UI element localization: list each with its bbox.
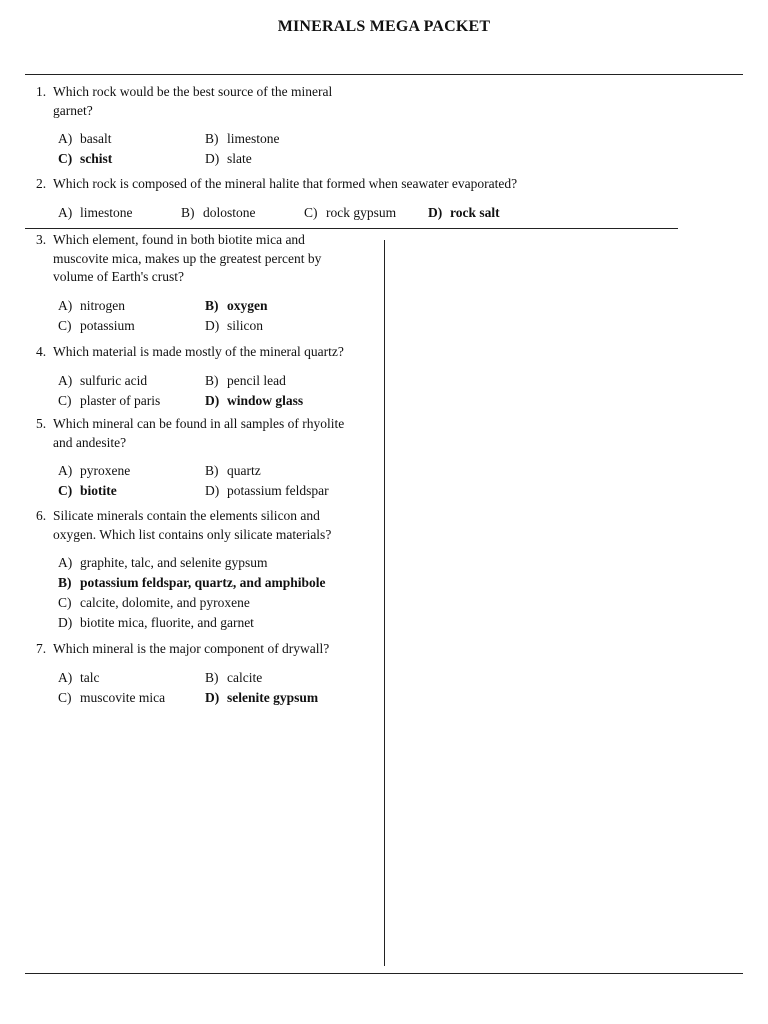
choice-row (58, 481, 344, 501)
answer-choice-c (58, 149, 205, 169)
choice-letter: D) (205, 483, 220, 498)
answer-choice-a (58, 668, 205, 688)
choice-letter: B) (205, 372, 219, 388)
choice-text: selenite gypsum (227, 689, 319, 705)
choice-text: talc (80, 669, 100, 685)
top-rule (25, 74, 743, 75)
answer-choice-d (205, 391, 303, 411)
choice-letter: D) (428, 204, 443, 220)
question-number: 1. (36, 84, 47, 99)
choice-row (58, 573, 331, 593)
question-stem (53, 507, 331, 544)
choice-letter: D) (205, 151, 220, 166)
choice-row (58, 613, 331, 633)
stem-line: and andesite? (53, 434, 127, 450)
choice-letter: B) (205, 463, 219, 478)
choice-text: potassium feldspar (227, 483, 329, 498)
choice-letter: C) (58, 595, 72, 610)
answer-choice-d (428, 203, 500, 223)
answer-choices (58, 553, 331, 633)
stem-line: oxygen. Which list contains only silicate materials? (53, 526, 332, 542)
question-stem (53, 175, 517, 194)
answer-choice-d (205, 481, 329, 501)
choice-text: rock salt (450, 204, 500, 220)
answer-choice-d (205, 149, 252, 169)
stem-line: Which rock is composed of the mineral halite that formed when seawater evaporated? (53, 176, 518, 191)
choice-text: rock gypsum (326, 204, 397, 220)
choice-text: calcite, dolomite, and pyroxene (80, 595, 250, 610)
choice-text: oxygen (227, 297, 268, 313)
question-number: 2. (36, 176, 47, 191)
choice-text: biotite mica, fluorite, and garnet (80, 615, 254, 630)
column-divider (384, 240, 385, 966)
choice-letter: A) (58, 297, 73, 313)
choice-letter: B) (205, 131, 219, 146)
choice-text: graphite, talc, and selenite gypsum (80, 555, 268, 570)
answer-choice-c (58, 593, 250, 613)
choice-text: biotite (80, 483, 117, 498)
question-4 (36, 343, 344, 411)
answer-choices (58, 371, 344, 411)
answer-choice-c (58, 391, 205, 411)
choice-letter: A) (58, 555, 73, 570)
stem-line: volume of Earth's crust? (53, 269, 185, 284)
answer-choice-c (58, 316, 205, 336)
question-number: 3. (36, 232, 47, 247)
choice-text: pyroxene (80, 463, 131, 478)
question-1 (36, 83, 332, 169)
choice-row (58, 203, 517, 223)
choice-letter: C) (58, 392, 72, 408)
page-title: MINERALS MEGA PACKET (277, 18, 491, 35)
choice-letter: C) (304, 204, 318, 220)
bottom-rule (25, 973, 743, 974)
choice-text: basalt (80, 131, 112, 146)
choice-row (58, 149, 332, 169)
choice-letter: B) (205, 669, 219, 685)
stem-line: Which element, found in both biotite mica and (53, 232, 305, 247)
choice-text: quartz (227, 463, 261, 478)
choice-letter: A) (58, 204, 73, 220)
answer-choice-a (58, 129, 205, 149)
answer-choices (58, 296, 321, 336)
choice-letter: C) (58, 483, 73, 498)
answer-choice-d (205, 688, 318, 708)
answer-choice-a (58, 371, 205, 391)
answer-choice-c (58, 481, 205, 501)
choice-letter: D) (58, 615, 73, 630)
choice-letter: D) (205, 392, 220, 408)
answer-choices (58, 461, 344, 501)
choice-row (58, 593, 331, 613)
choice-text: potassium (80, 317, 135, 333)
choice-text: calcite (227, 669, 263, 685)
answer-choices (58, 129, 332, 169)
choice-row (58, 668, 329, 688)
choice-row (58, 461, 344, 481)
choice-row (58, 296, 321, 316)
choice-row (58, 391, 344, 411)
answer-choice-c (304, 203, 428, 223)
choice-letter: C) (58, 689, 72, 705)
answer-choice-a (58, 296, 205, 316)
choice-row (58, 688, 329, 708)
question-number: 5. (36, 416, 47, 431)
stem-line: Which rock would be the best source of the mineral (53, 84, 333, 99)
choice-text: muscovite mica (80, 689, 166, 705)
question-7 (36, 640, 329, 708)
choice-row (58, 371, 344, 391)
answer-choice-b (205, 371, 286, 391)
choice-text: limestone (227, 131, 280, 146)
section-rule (25, 228, 678, 229)
answer-choice-a (58, 203, 181, 223)
choice-letter: C) (58, 151, 73, 166)
question-stem (53, 343, 344, 362)
choice-letter: A) (58, 131, 73, 146)
choice-text: pencil lead (227, 372, 286, 388)
question-number: 6. (36, 508, 47, 523)
question-number: 7. (36, 641, 47, 656)
choice-letter: D) (205, 689, 220, 705)
answer-choices (58, 668, 329, 708)
choice-letter: B) (181, 204, 195, 220)
question-stem (53, 231, 321, 287)
answer-choice-b (205, 296, 268, 316)
stem-line: Which mineral can be found in all samples of rhyolite (53, 416, 345, 431)
question-5 (36, 415, 344, 501)
answer-choice-b (58, 573, 326, 593)
choice-text: dolostone (203, 204, 256, 220)
question-number: 4. (36, 344, 47, 359)
choice-text: schist (80, 151, 113, 166)
choice-row (58, 316, 321, 336)
question-2 (36, 175, 517, 223)
answer-choice-b (181, 203, 304, 223)
answer-choice-a (58, 461, 205, 481)
choice-text: limestone (80, 204, 133, 220)
choice-text: slate (227, 151, 252, 166)
answer-choice-c (58, 688, 205, 708)
stem-line: garnet? (53, 102, 93, 118)
choice-letter: D) (205, 317, 220, 333)
choice-letter: A) (58, 669, 73, 685)
choice-text: potassium feldspar, quartz, and amphibole (80, 575, 326, 590)
choice-letter: B) (205, 297, 219, 313)
choice-letter: A) (58, 463, 73, 478)
choice-text: silicon (227, 317, 263, 333)
answer-choice-d (205, 316, 263, 336)
choice-letter: A) (58, 372, 73, 388)
choice-text: nitrogen (80, 297, 125, 313)
question-stem (53, 640, 329, 659)
question-6 (36, 507, 331, 633)
question-3 (36, 231, 321, 336)
stem-line: Which mineral is the major component of drywall? (53, 641, 330, 656)
stem-line: Silicate minerals contain the elements silicon and (53, 508, 320, 523)
choice-row (58, 553, 331, 573)
answer-choice-b (205, 461, 261, 481)
question-stem (53, 415, 344, 452)
answer-choice-a (58, 553, 267, 573)
choice-text: plaster of paris (80, 392, 161, 408)
question-stem (53, 83, 332, 120)
answer-choice-d (58, 613, 254, 633)
stem-line: muscovite mica, makes up the greatest percent by (53, 250, 322, 266)
choice-row (58, 129, 332, 149)
answer-choice-b (205, 668, 262, 688)
answer-choice-b (205, 129, 280, 149)
choice-text: window glass (227, 392, 304, 408)
answer-choices (58, 203, 517, 223)
choice-letter: B) (58, 575, 72, 590)
choice-letter: C) (58, 317, 72, 333)
stem-line: Which material is made mostly of the mineral quartz? (53, 344, 344, 359)
choice-text: sulfuric acid (80, 372, 148, 388)
